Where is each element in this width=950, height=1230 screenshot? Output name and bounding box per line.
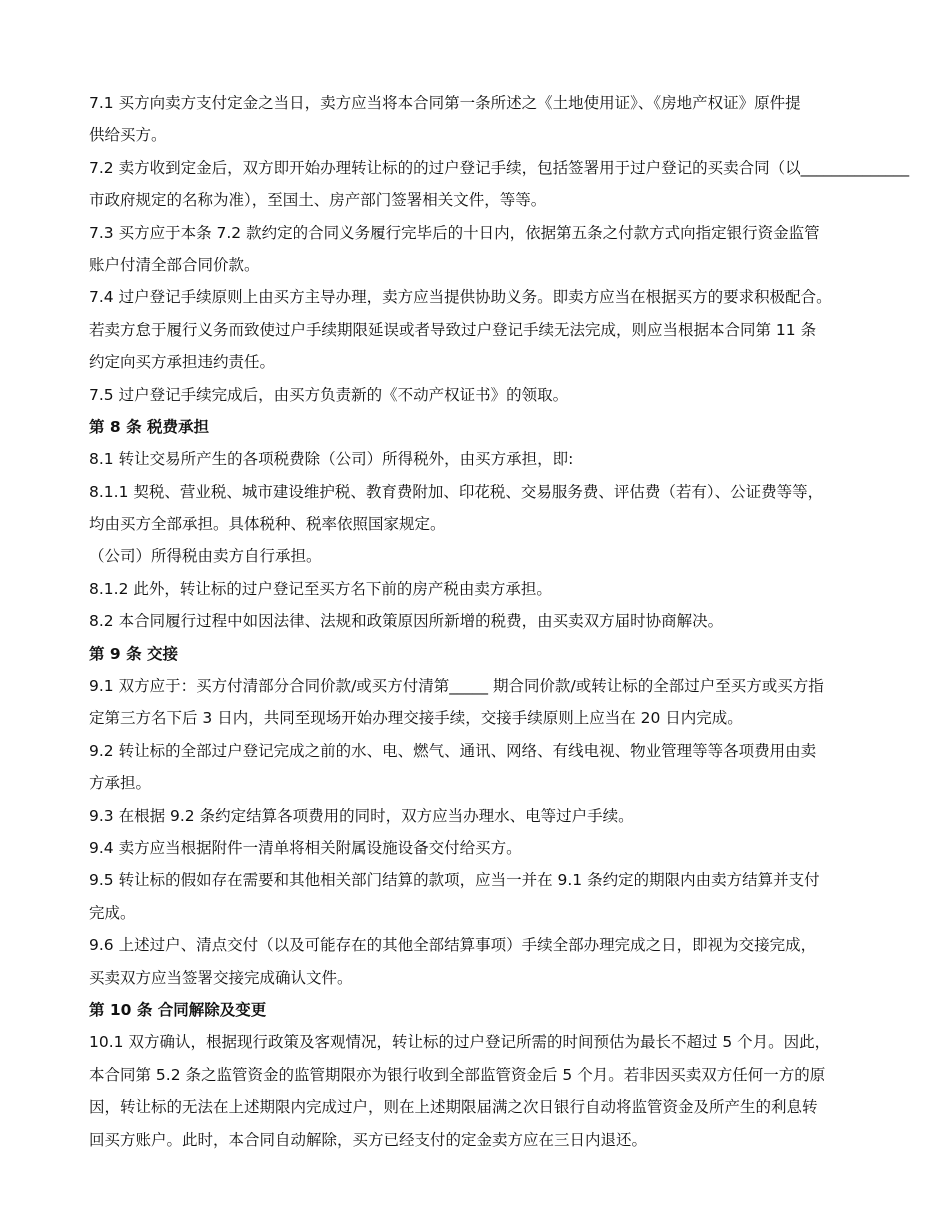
text-line: 7.4 过户登记手续原则上由买方主导办理，卖方应当提供协助义务。即卖方应当在根据买方的要求积极配合。 [89, 288, 832, 307]
text-line: 9.4 卖方应当根据附件一清单将相关附属设施设备交付给买方。 [89, 838, 522, 857]
text-line: 因，转让标的无法在上述期限内完成过户，则在上述期限届满之次日银行自动将监管资金及所产生的利息转 [89, 1098, 818, 1117]
document-body [89, 87, 945, 1156]
text-line: 市政府规定的名称为准），至国土、房产部门签署相关文件，等等。 [89, 191, 547, 210]
text-line: 供给买方。 [89, 126, 167, 145]
text-line: 9.6 上述过户、清点交付（以及可能存在的其他全部结算事项）手续全部办理完成之日，即视为交接完成， [89, 936, 817, 955]
text-line: 8.1.2 此外，转让标的过户登记至买方名下前的房产税由卖方承担。 [89, 579, 552, 598]
text-line: 9.1 双方应于：买方付清部分合同价款/或买方付清第_____ 期合同价款/或转让标的全部过户至买方或买方指 [89, 677, 824, 696]
text-line: 10.1 双方确认，根据现行政策及客观情况，转让标的过户登记所需的时间预估为最长不超过 5 个月。因此， [89, 1033, 831, 1052]
text-line: 回买方账户。此时，本合同自动解除，买方已经支付的定金卖方应在三日内退还。 [89, 1130, 648, 1149]
text-line: 7.5 过户登记手续完成后，由买方负责新的《不动产权证书》的领取。 [89, 385, 569, 404]
text-line: 9.5 转让标的假如存在需要和其他相关部门结算的款项，应当一并在 9.1 条约定的期限内由卖方结算并支付 [89, 871, 820, 890]
text-line: 买卖双方应当签署交接完成确认文件。 [89, 968, 353, 987]
text-line: 均由买方全部承担。具体税种、税率依照国家规定。 [89, 515, 446, 534]
text-line: 方承担。 [89, 774, 152, 793]
text-line: 7.1 买方向卖方支付定金之当日，卖方应当将本合同第一条所述之《土地使用证》、《房地产权证》原件提 [89, 94, 801, 112]
text-line: 若卖方怠于履行义务而致使过户手续期限延误或者导致过户登记手续无法完成，则应当根据本合同第 11 条 [89, 320, 817, 339]
text-line: 9.2 转让标的全部过户登记完成之前的水、电、燃气、通讯、网络、有线电视、物业管理等等各项费用由卖 [89, 741, 817, 760]
text-line: 账户付清全部合同价款。 [89, 255, 260, 274]
text-line: 7.3 买方应于本条 7.2 款约定的合同义务履行完毕后的十日内，依据第五条之付款方式向指定银行资金监管 [89, 223, 820, 242]
text-line: 约定向买方承担违约责任。 [89, 353, 276, 372]
text-line: （公司）所得税由卖方自行承担。 [89, 547, 322, 566]
text-line: 定第三方名下后 3 日内，共同至现场开始办理交接手续，交接手续原则上应当在 20 日内完成。 [89, 709, 743, 728]
text-line: 本合同第 5.2 条之监管资金的监管期限亦为银行收到全部监管资金后 5 个月。若非因买卖双方任何一方的原 [89, 1065, 826, 1084]
section-heading: 第 10 条 合同解除及变更 [89, 1000, 267, 1019]
text-line: 8.1.1 契税、营业税、城市建设维护税、教育费附加、印花税、交易服务费、评估费（若有）、公证费等等， [89, 482, 824, 501]
text-line: 完成。 [89, 903, 136, 922]
text-line: 8.1 转让交易所产生的各项税费除（公司）所得税外，由买方承担，即: [89, 450, 574, 469]
text-line: 8.2 本合同履行过程中如因法律、法规和政策原因所新增的税费，由买卖双方届时协商解决。 [89, 612, 724, 631]
text-line: 9.3 在根据 9.2 条约定结算各项费用的同时，双方应当办理水、电等过户手续。 [89, 806, 634, 825]
section-heading: 第 9 条 交接 [89, 644, 178, 663]
text-line: 7.2 卖方收到定金后，双方即开始办理转让标的的过户登记手续，包括签署用于过户登记的买卖合同（以______________ [89, 158, 910, 177]
section-heading: 第 8 条 税费承担 [89, 417, 209, 436]
